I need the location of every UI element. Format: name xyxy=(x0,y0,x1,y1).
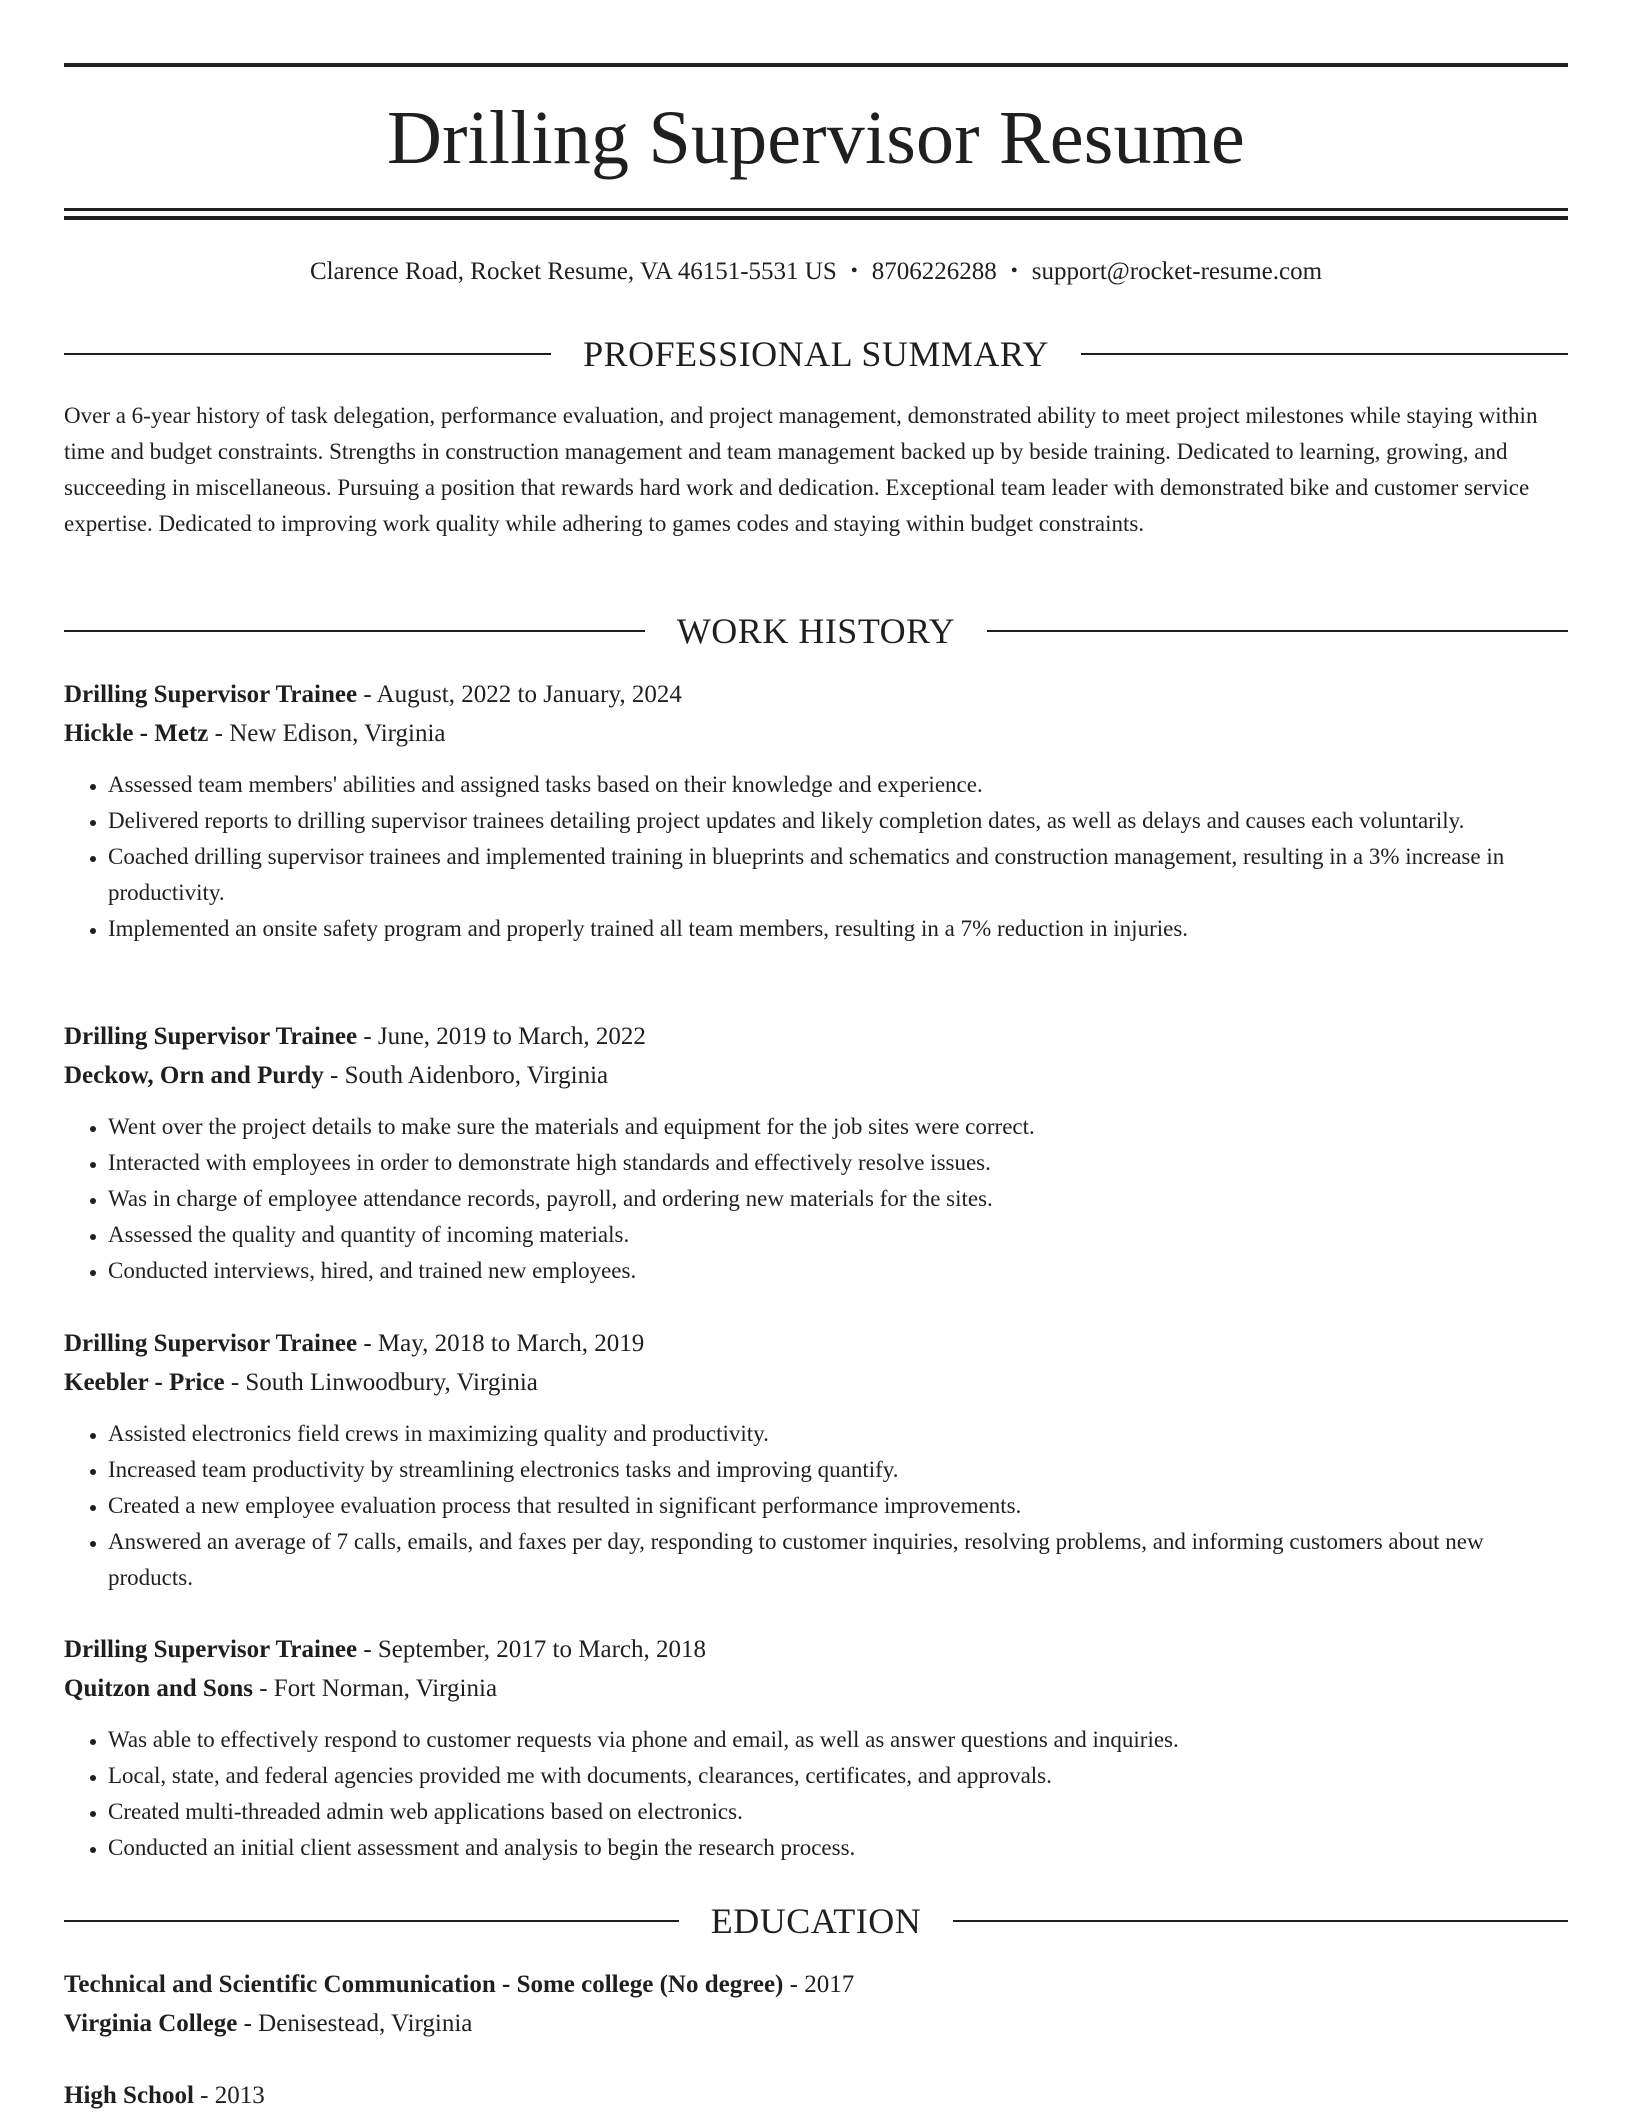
heading-rule xyxy=(1081,353,1568,355)
job-location: - South Linwoodbury, Virginia xyxy=(224,1369,538,1396)
contact-separator: • xyxy=(1010,260,1018,282)
job-bullet: • Local, state, and federal agencies provided me with documents, clearances, certificates, and approvals. xyxy=(108,1758,1568,1794)
job-bullet: • Created a new employee evaluation process that resulted in significant performance improvements. xyxy=(108,1488,1568,1524)
job-entry xyxy=(64,1631,1568,1866)
education-entry xyxy=(64,1966,1568,2043)
job-title: Drilling Supervisor Trainee xyxy=(64,1023,358,1050)
job-location: - New Edison, Virginia xyxy=(208,720,446,747)
job-bullet: • Created multi-threaded admin web applications based on electronics. xyxy=(108,1794,1568,1830)
job-bullet: • Implemented an onsite safety program and properly trained all team members, resulting in a 7% reduction in injuries. xyxy=(108,911,1568,947)
job-bullet: • Increased team productivity by streamlining electronics tasks and improving quantify. xyxy=(108,1452,1568,1488)
contact-email[interactable]: support@rocket-resume.com xyxy=(1031,258,1323,285)
job-company: Quitzon and Sons xyxy=(64,1675,253,1702)
job-bullet: • Answered an average of 7 calls, emails, and faxes per day, responding to customer inquiries, resolving problems, and informing customers about new products. xyxy=(108,1524,1568,1596)
top-rule xyxy=(64,63,1568,67)
job-bullets xyxy=(64,1109,1568,1289)
education-entry xyxy=(64,2077,1568,2115)
summary-heading xyxy=(64,330,1568,378)
job-bullet: • Was in charge of employee attendance records, payroll, and ordering new materials for the sites. xyxy=(108,1181,1568,1217)
education-heading-label: EDUCATION xyxy=(710,1901,922,1941)
education-location: - Denisestead, Virginia xyxy=(237,2010,473,2037)
job-bullets xyxy=(64,767,1568,947)
job-dates: - August, 2022 to January, 2024 xyxy=(357,681,682,708)
job-bullet: • Went over the project details to make sure the materials and equipment for the job sites were correct. xyxy=(108,1109,1568,1145)
contact-line xyxy=(64,252,1568,293)
job-entry xyxy=(64,676,1568,947)
education-year: - 2013 xyxy=(193,2082,265,2109)
job-entry xyxy=(64,1325,1568,1596)
job-location: - South Aidenboro, Virginia xyxy=(323,1062,609,1089)
summary-heading-label: PROFESSIONAL SUMMARY xyxy=(583,334,1049,374)
job-bullet: • Assisted electronics field crews in maximizing quality and productivity. xyxy=(108,1416,1568,1452)
job-title: Drilling Supervisor Trainee xyxy=(64,1330,358,1357)
job-title: Drilling Supervisor Trainee xyxy=(64,1636,358,1663)
job-bullets xyxy=(64,1722,1568,1866)
summary-text: Over a 6-year history of task delegation, performance evaluation, and project management, demonstrated ability to meet project milestones while staying within time and budget constraints. Strengths in construction management and team management backed up by beside training. Dedicated to learning, growing, and succeeding in miscellaneous. Pursuing a position that rewards hard work and dedication. Exceptional team leader with demonstrated bike and customer service expertise. Dedicated to improving work quality while adhering to games codes and staying within budget constraints. xyxy=(64,403,1538,536)
job-title: Drilling Supervisor Trainee xyxy=(64,681,358,708)
job-company: Keebler - Price xyxy=(64,1369,225,1396)
education-school: Virginia College xyxy=(64,2010,238,2037)
education-degree: Technical and Scientific Communication - Some college (No degree) xyxy=(64,1971,784,1998)
title-double-rule xyxy=(64,208,1568,220)
resume-title: Drilling Supervisor Resume xyxy=(386,96,1245,180)
job-company: Deckow, Orn and Purdy xyxy=(64,1062,324,1089)
contact-phone: 8706226288 xyxy=(871,258,997,285)
heading-rule xyxy=(953,1920,1568,1922)
contact-address: Clarence Road, Rocket Resume, VA 46151-5531 US xyxy=(309,258,837,285)
job-bullet: • Interacted with employees in order to demonstrate high standards and effectively resolve issues. xyxy=(108,1145,1568,1181)
job-bullet: • Delivered reports to drilling supervisor trainees detailing project updates and likely completion dates, as well as delays and causes each voluntarily. xyxy=(108,803,1568,839)
heading-rule xyxy=(64,1920,679,1922)
job-dates: - June, 2019 to March, 2022 xyxy=(357,1023,646,1050)
job-bullet: • Coached drilling supervisor trainees and implemented training in blueprints and schematics and construction management, resulting in a 3% increase in productivity. xyxy=(108,839,1568,911)
education-year: - 2017 xyxy=(783,1971,855,1998)
job-bullet: • Assessed team members' abilities and assigned tasks based on their knowledge and experience. xyxy=(108,767,1568,803)
heading-rule xyxy=(64,630,645,632)
education-degree: High School xyxy=(64,2082,194,2109)
heading-rule xyxy=(987,630,1568,632)
work-history-heading xyxy=(64,607,1568,655)
job-bullets xyxy=(64,1416,1568,1596)
work-history-heading-label: WORK HISTORY xyxy=(676,611,956,651)
job-dates: - September, 2017 to March, 2018 xyxy=(357,1636,707,1663)
job-company: Hickle - Metz xyxy=(64,720,209,747)
heading-rule xyxy=(64,353,551,355)
job-bullet: • Was able to effectively respond to customer requests via phone and email, as well as answer questions and inquiries. xyxy=(108,1722,1568,1758)
job-dates: - May, 2018 to March, 2019 xyxy=(357,1330,645,1357)
job-entry xyxy=(64,1018,1568,1289)
job-bullet: • Conducted interviews, hired, and trained new employees. xyxy=(108,1253,1568,1289)
job-bullet: • Assessed the quality and quantity of incoming materials. xyxy=(108,1217,1568,1253)
contact-separator: • xyxy=(850,260,858,282)
job-location: - Fort Norman, Virginia xyxy=(252,1675,498,1702)
job-bullet: • Conducted an initial client assessment and analysis to begin the research process. xyxy=(108,1830,1568,1866)
education-heading xyxy=(64,1897,1568,1945)
